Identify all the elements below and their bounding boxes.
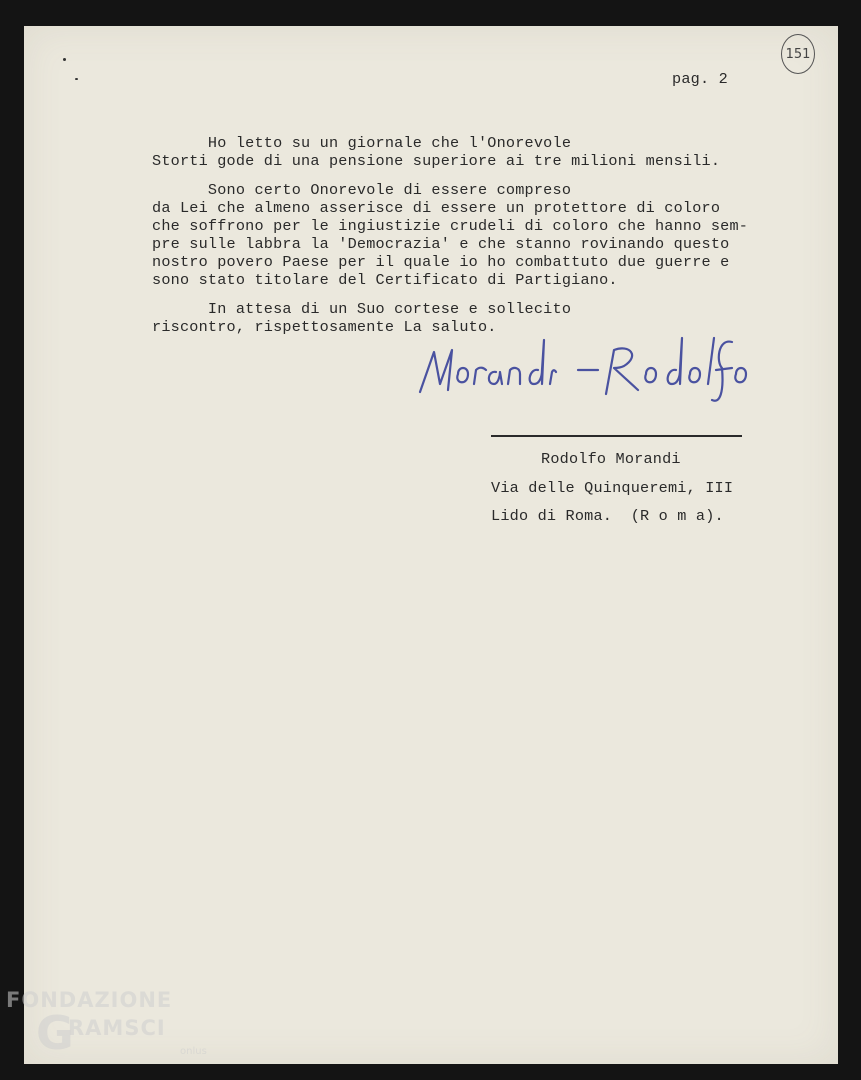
watermark-g-logo: G: [36, 1006, 74, 1060]
watermark-line1: FONDAZIONE: [6, 988, 173, 1012]
handwritten-signature: [410, 322, 760, 417]
sender-city: Lido di Roma. (R o m a).: [491, 507, 724, 525]
body-line: che soffrono per le ingiustizie crudeli di coloro che hanno sem-: [152, 217, 749, 235]
body-line: In attesa di un Suo cortese e sollecito: [152, 300, 572, 318]
body-line: da Lei che almeno asserisce di essere un protettore di coloro: [152, 199, 721, 217]
signature-line: [491, 435, 742, 437]
archive-number-stamp: 151: [781, 34, 815, 74]
body-line: nostro povero Paese per il quale io ho combattuto due guerre e: [152, 253, 730, 271]
body-line: sono stato titolare del Certificato di Partigiano.: [152, 271, 618, 289]
watermark-onlus: onlus: [180, 1046, 207, 1057]
body-line: Storti gode di una pensione superiore ai tre milioni mensili.: [152, 152, 721, 170]
sender-name: Rodolfo Morandi: [541, 450, 681, 468]
body-line: riscontro, rispettosamente La saluto.: [152, 318, 497, 336]
fondazione-gramsci-watermark: [6, 988, 216, 1076]
body-line: pre sulle labbra la 'Democrazia' e che stanno rovinando questo: [152, 235, 730, 253]
paper-mark: [75, 78, 78, 80]
sender-address: Via delle Quinqueremi, III: [491, 479, 734, 497]
watermark-line2: RAMSCI: [68, 1016, 166, 1040]
paper-mark: [63, 58, 66, 61]
body-line: Ho letto su un giornale che l'Onorevole: [152, 134, 572, 152]
body-line: Sono certo Onorevole di essere compreso: [152, 181, 572, 199]
page-number: pag. 2: [672, 70, 728, 88]
